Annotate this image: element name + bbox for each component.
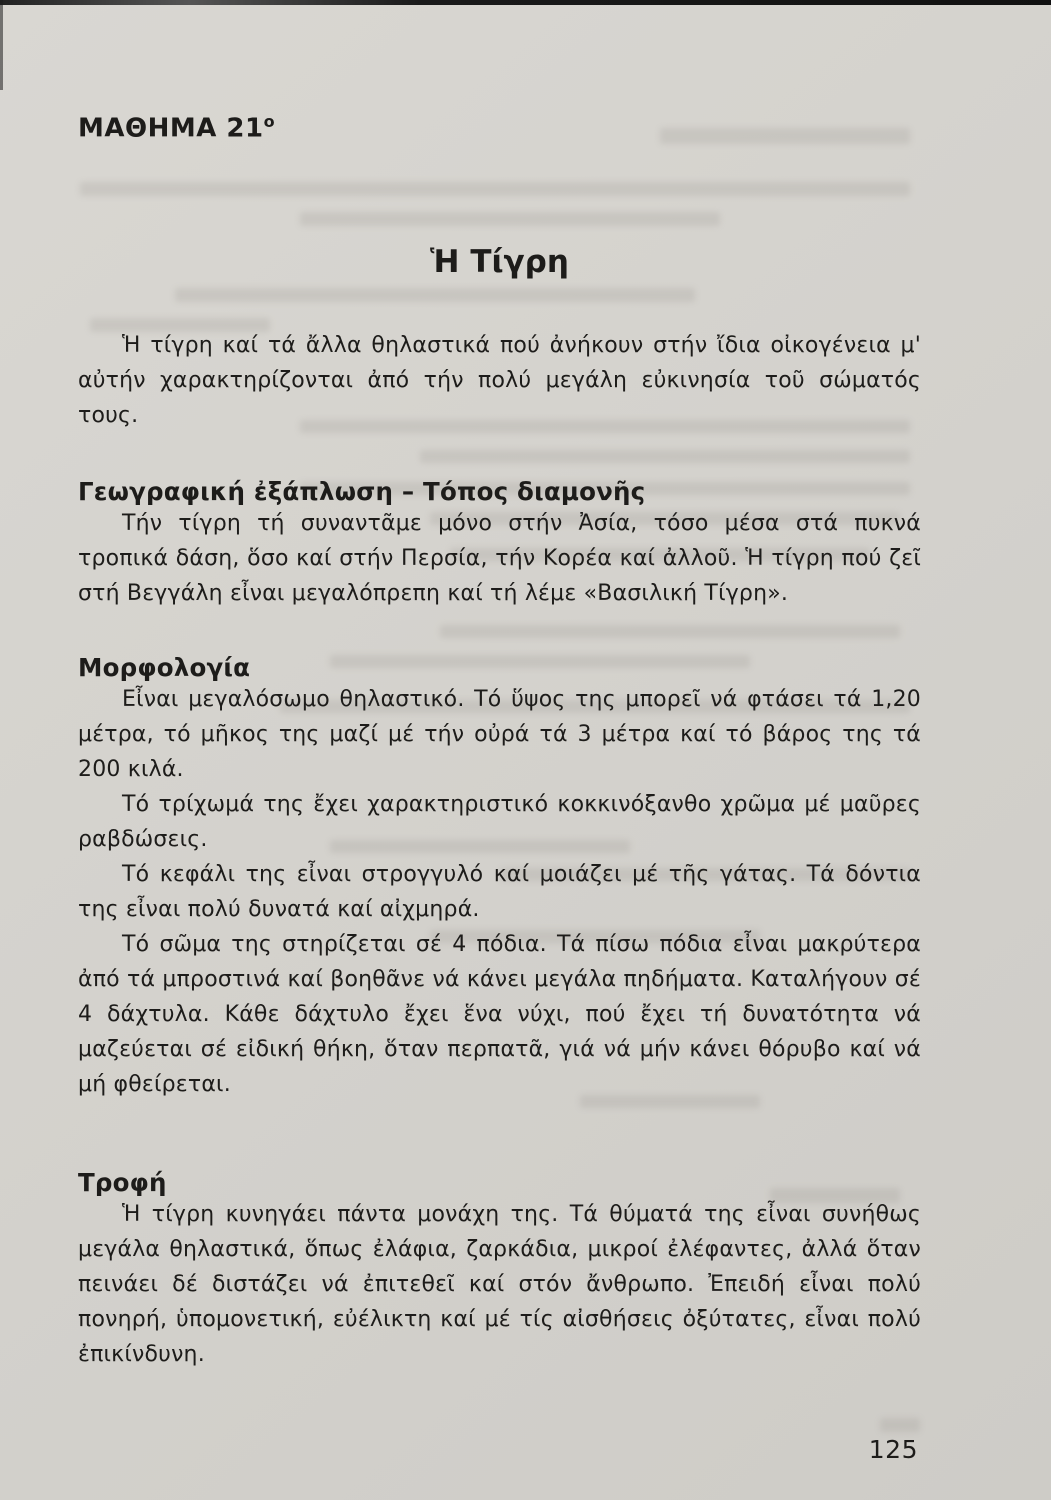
section-heading-geography: Γεωγραφική ἐξάπλωση – Τόπος διαμονῆς (78, 476, 646, 506)
geography-paragraph: Τήν τίγρη τή συναντᾶμε μόνο στήν Ἀσία, τόσο μέσα στά πυκνά τροπικά δάση, ὅσο καί στήν Περσία, τήν Κορέα καί ἀλλοῦ. Ἡ τίγρη πού ζεῖ στή Βεγγάλη εἶναι μεγαλόπρεπη καί τή λέμε «Βασιλική Τίγρη». (78, 510, 921, 606)
morphology-paragraph-3: Τό κεφάλι της εἶναι στρογγυλό καί μοιάζει μέ τῆς γάτας. Τά δόντια της εἶναι πολύ δυνατά καί αἰχμηρά. (78, 861, 921, 922)
page-content (78, 0, 921, 1372)
page-title: Ἡ Τίγρη (430, 243, 569, 280)
lesson-label: ΜΑΘΗΜΑ 21 (78, 113, 264, 144)
lesson-ordinal: ο (263, 112, 276, 131)
morphology-paragraph-2: Τό τρίχωμά της ἔχει χαρακτηριστικό κοκκινόξανθο χρῶμα μέ μαῦρες ραβδώσεις. (78, 791, 921, 852)
intro-paragraph: Ἡ τίγρη καί τά ἄλλα θηλαστικά πού ἀνήκουν στήν ἴδια οἰκογένεια μ' αὐτήν χαρακτηρίζονται ἀπό τήν πολύ μεγάλη εὐκινησία τοῦ σώματός τους. (78, 332, 921, 428)
section-heading-morphology: Μορφολογία (78, 652, 251, 682)
section-heading-food: Τροφή (78, 1167, 167, 1197)
food-paragraph: Ἡ τίγρη κυνηγάει πάντα μονάχη της. Τά θύματά της εἶναι συνήθως μεγάλα θηλαστικά, ὅπως ἐλάφια, ζαρκάδια, μικροί ἐλέφαντες, ἀλλά ὅταν πεινάει δέ διστάζει νά ἐπιτεθεῖ καί στόν ἄνθρωπο. Ἐπειδή εἶναι πολύ πονηρή, ὑπομονετική, εὐέλικτη καί μέ τίς αἰσθήσεις ὀξύτατες, εἶναι πολύ ἐπικίνδυνη. (78, 1201, 921, 1367)
scan-artifact-left-edge (0, 0, 3, 90)
morphology-paragraph-1: Εἶναι μεγαλόσωμο θηλαστικό. Τό ὕψος της μπορεῖ νά φτάσει τά 1,20 μέτρα, τό μῆκος της μαζί μέ τήν οὐρά τά 3 μέτρα καί τό βάρος της τά 200 κιλά. (78, 686, 921, 782)
show-through-artifact (880, 1418, 920, 1432)
lesson-number (78, 112, 921, 144)
page-number: 125 (868, 1435, 918, 1464)
morphology-paragraph-4: Τό σῶμα της στηρίζεται σέ 4 πόδια. Τά πίσω πόδια εἶναι μακρύτερα ἀπό τά μπροστινά καί βοηθᾶνε νά κάνει μεγάλα πηδήματα. Καταλήγουν σέ 4 δάχτυλα. Κάθε δάχτυλο ἔχει ἕνα νύχι, πού ἔχει τή δυνατότητα νά μαζεύεται σέ εἰδική θήκη, ὅταν περπατᾶ, γιά νά μήν κάνει θόρυβο καί νά μή φθείρεται. (78, 931, 921, 1097)
